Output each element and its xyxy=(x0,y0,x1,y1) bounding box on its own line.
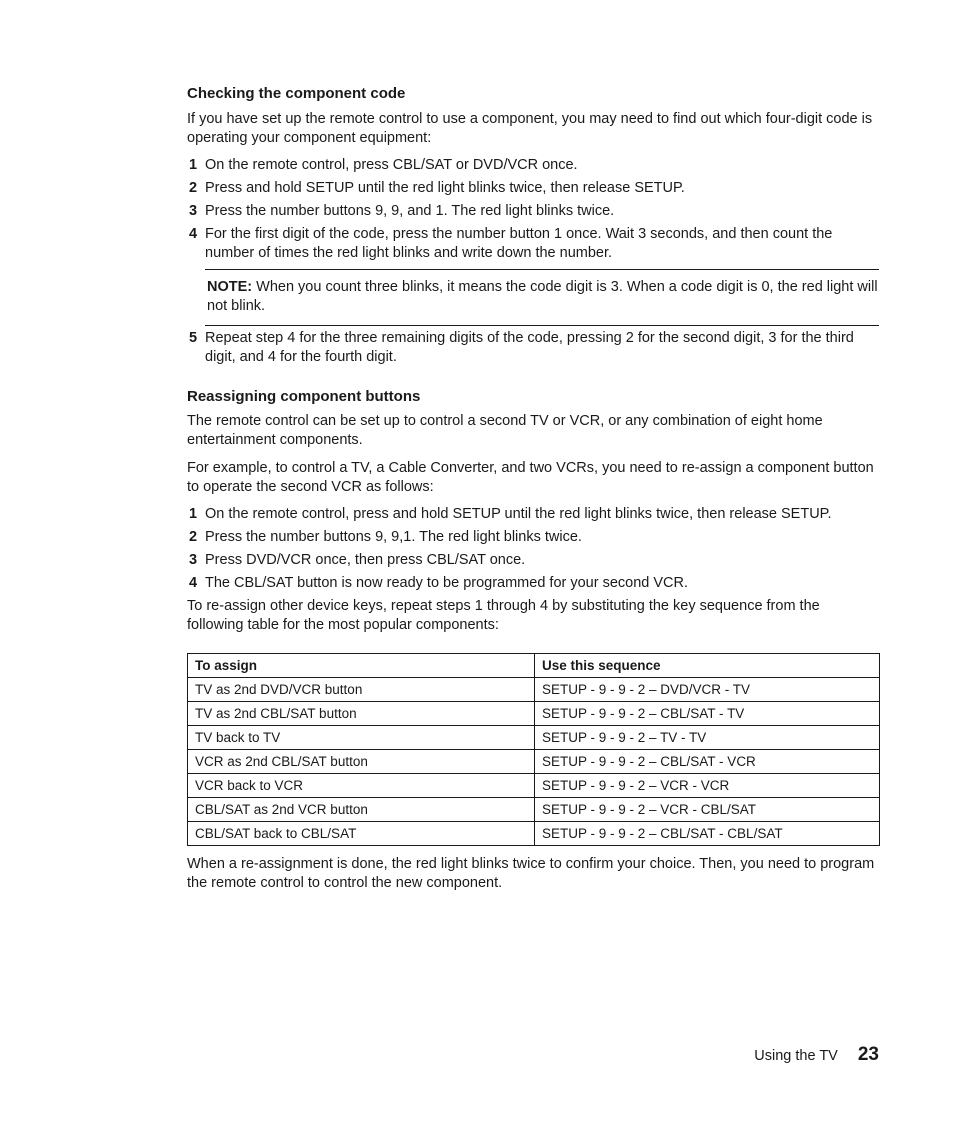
table-cell-assign: TV as 2nd CBL/SAT button xyxy=(188,702,535,726)
reassign-paragraph-4: When a re-assignment is done, the red light blinks twice to confirm your choice. Then, you need to program the remote control to control the new component. xyxy=(187,856,875,891)
table-cell-assign: TV back to TV xyxy=(188,726,535,750)
table-cell-assign: CBL/SAT back to CBL/SAT xyxy=(188,822,535,846)
note-text: When you count three blinks, it means the code digit is 3. When a code digit is 0, the red light will not blink. xyxy=(207,279,878,314)
table-row xyxy=(188,750,880,774)
table-cell-sequence: SETUP - 9 - 9 - 2 – DVD/VCR - TV xyxy=(535,678,880,702)
intro-paragraph: If you have set up the remote control to use a component, you may need to find out which four-digit code is operating your component equipment: xyxy=(187,111,873,146)
table-cell-sequence: SETUP - 9 - 9 - 2 – VCR - VCR xyxy=(535,774,880,798)
step-text: On the remote control, press and hold SETUP until the red light blinks twice, then release SETUP. xyxy=(205,506,832,522)
table-row xyxy=(188,702,880,726)
table-cell-sequence: SETUP - 9 - 9 - 2 – CBL/SAT - TV xyxy=(535,702,880,726)
list-item xyxy=(187,551,879,570)
step-text: Press the number buttons 9, 9, and 1. The red light blinks twice. xyxy=(205,203,615,219)
table-cell-sequence: SETUP - 9 - 9 - 2 – CBL/SAT - VCR xyxy=(535,750,880,774)
table-cell-assign: CBL/SAT as 2nd VCR button xyxy=(188,798,535,822)
table-row xyxy=(188,774,880,798)
list-item xyxy=(187,528,879,547)
step-number: 3 xyxy=(189,552,198,568)
step-text: On the remote control, press CBL/SAT or DVD/VCR once. xyxy=(205,157,578,173)
table-cell-sequence: SETUP - 9 - 9 - 2 – CBL/SAT - CBL/SAT xyxy=(535,822,880,846)
reassign-paragraph-2: For example, to control a TV, a Cable Converter, and two VCRs, you need to re-assign a component button to operate the second VCR as follows: xyxy=(187,460,874,495)
list-item xyxy=(187,179,879,198)
note-label: NOTE: xyxy=(207,279,253,295)
reassign-paragraph-1: The remote control can be set up to control a second TV or VCR, or any combination of eight home entertainment components. xyxy=(187,413,823,448)
table-cell-assign: VCR as 2nd CBL/SAT button xyxy=(188,750,535,774)
step-number: 4 xyxy=(189,226,198,242)
table-row xyxy=(188,798,880,822)
list-item xyxy=(187,574,879,593)
page-footer xyxy=(754,1044,879,1066)
column-header-to-assign: To assign xyxy=(188,654,535,678)
step-text: The CBL/SAT button is now ready to be programmed for your second VCR. xyxy=(205,575,689,591)
table-header-row xyxy=(188,654,880,678)
step-number: 2 xyxy=(189,529,198,545)
step-text: Press DVD/VCR once, then press CBL/SAT once. xyxy=(205,552,526,568)
reassign-steps-list xyxy=(187,505,879,593)
list-item xyxy=(187,202,879,221)
checking-step5-list xyxy=(187,329,879,367)
page-number: 23 xyxy=(857,1044,879,1065)
list-item xyxy=(187,225,879,263)
list-item xyxy=(187,156,879,175)
note-box xyxy=(205,269,879,326)
step-number: 1 xyxy=(189,157,198,173)
step-number: 2 xyxy=(189,180,198,196)
step-number: 5 xyxy=(189,330,198,346)
reassign-paragraph-3: To re-assign other device keys, repeat steps 1 through 4 by substituting the key sequence from the following table for the most popular components: xyxy=(187,598,820,633)
key-sequence-table xyxy=(187,653,880,846)
column-header-sequence: Use this sequence xyxy=(535,654,880,678)
step-text: Press the number buttons 9, 9,1. The red light blinks twice. xyxy=(205,529,582,545)
page-content xyxy=(187,84,879,893)
table-cell-sequence: SETUP - 9 - 9 - 2 – TV - TV xyxy=(535,726,880,750)
step-text: Press and hold SETUP until the red light blinks twice, then release SETUP. xyxy=(205,180,685,196)
list-item xyxy=(187,329,879,367)
footer-section-title: Using the TV xyxy=(754,1048,838,1064)
section-heading-checking-code: Checking the component code xyxy=(187,85,406,102)
step-text: For the first digit of the code, press the number button 1 once. Wait 3 seconds, and then count the number of times the red light blinks and write down the number. xyxy=(205,226,833,261)
table-row xyxy=(188,678,880,702)
section-heading-reassigning: Reassigning component buttons xyxy=(187,388,421,405)
list-item xyxy=(187,505,879,524)
checking-steps-list xyxy=(187,156,879,263)
table-row xyxy=(188,726,880,750)
step-number: 3 xyxy=(189,203,198,219)
step-number: 4 xyxy=(189,575,198,591)
table-cell-assign: VCR back to VCR xyxy=(188,774,535,798)
table-row xyxy=(188,822,880,846)
table-cell-assign: TV as 2nd DVD/VCR button xyxy=(188,678,535,702)
step-number: 1 xyxy=(189,506,198,522)
table-cell-sequence: SETUP - 9 - 9 - 2 – VCR - CBL/SAT xyxy=(535,798,880,822)
step-text: Repeat step 4 for the three remaining digits of the code, pressing 2 for the second digit, 3 for the third digit, and 4 for the fourth digit. xyxy=(205,330,854,365)
